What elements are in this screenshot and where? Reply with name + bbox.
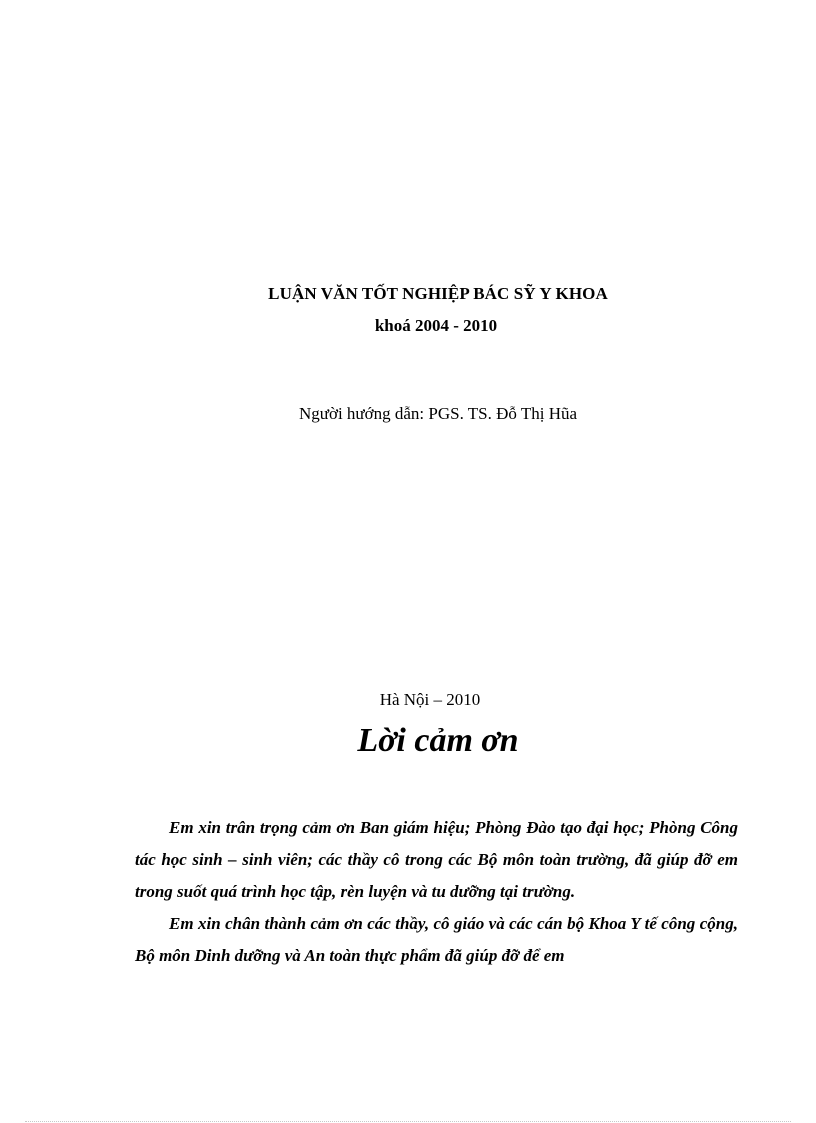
acknowledgements-paragraph: Em xin chân thành cảm ơn các thầy, cô giáo và các cán bộ Khoa Y tế công cộng, Bộ môn Dinh dưỡng và An toàn thực phẩm đã giúp đỡ để em bbox=[135, 914, 738, 965]
acknowledgements-body bbox=[135, 812, 738, 972]
thesis-title: LUẬN VĂN TỐT NGHIỆP BÁC SỸ Y KHOA bbox=[268, 284, 608, 303]
acknowledgements-paragraph: Em xin trân trọng cảm ơn Ban giám hiệu; Phòng Đào tạo đại học; Phòng Công tác học sinh – sinh viên; các thầy cô trong các Bộ môn toàn trường, đã giúp đỡ em trong suốt quá trình học tập, rèn luyện và tu dưỡng tại trường. bbox=[135, 818, 738, 901]
page-edge-divider bbox=[25, 1121, 791, 1122]
advisor-line: Người hướng dẫn: PGS. TS. Đỗ Thị Hũa bbox=[298, 404, 578, 423]
thesis-cohort: khoá 2004 - 2010 bbox=[374, 316, 498, 335]
acknowledgements-heading: Lời cảm ơn bbox=[357, 722, 519, 759]
place-date: Hà Nội – 2010 bbox=[379, 690, 481, 709]
